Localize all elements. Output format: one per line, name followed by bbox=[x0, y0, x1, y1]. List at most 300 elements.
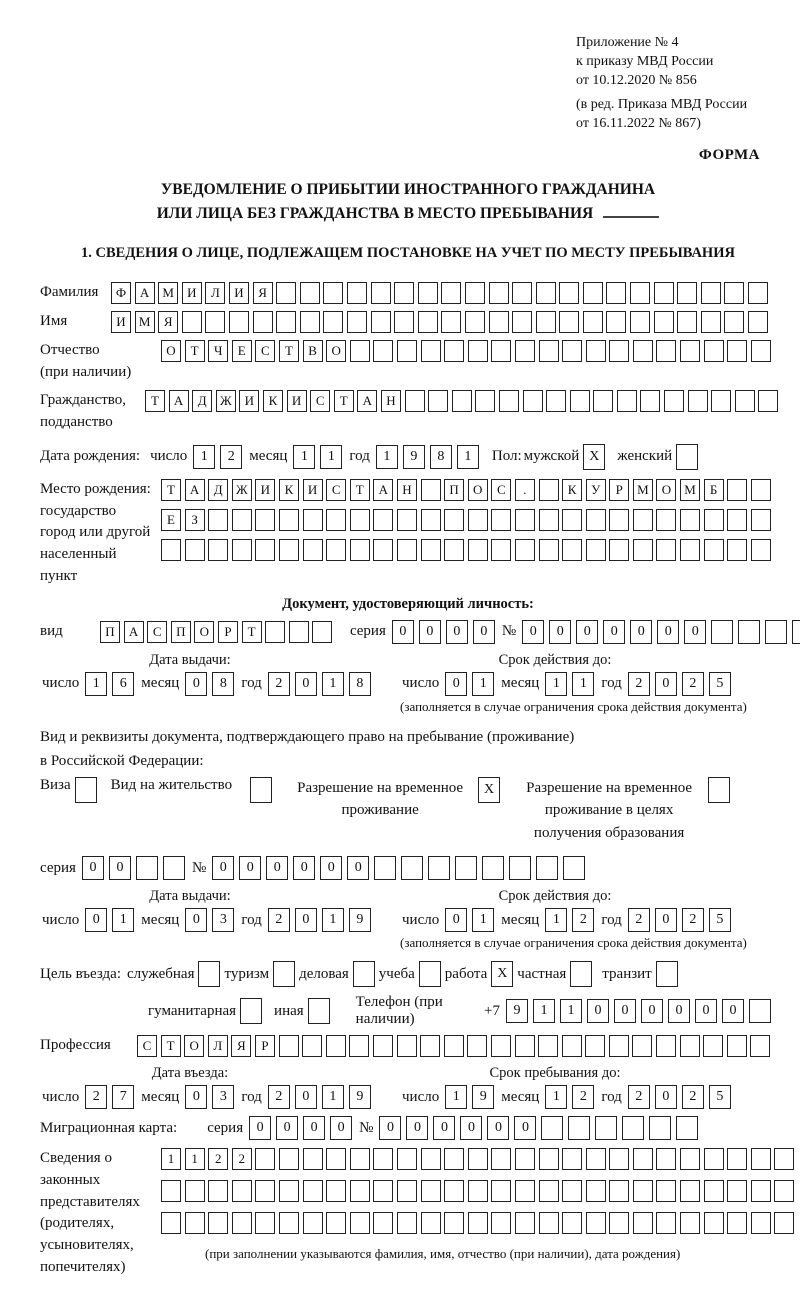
char-cell[interactable]: 7 bbox=[112, 1085, 134, 1109]
char-cell[interactable] bbox=[609, 340, 629, 362]
char-cell[interactable] bbox=[421, 1212, 441, 1234]
char-cell[interactable] bbox=[593, 390, 613, 412]
char-cell[interactable] bbox=[680, 509, 700, 531]
char-cell[interactable] bbox=[232, 509, 252, 531]
char-cell[interactable] bbox=[748, 282, 768, 304]
char-cell[interactable] bbox=[633, 1148, 653, 1170]
char-cell[interactable]: 1 bbox=[320, 445, 342, 469]
char-cell[interactable]: А bbox=[185, 479, 205, 501]
char-cell[interactable]: 0 bbox=[549, 620, 571, 644]
char-cell[interactable] bbox=[418, 282, 438, 304]
purpose-private-checkbox[interactable] bbox=[570, 961, 592, 987]
char-cell[interactable] bbox=[727, 1180, 747, 1202]
char-cell[interactable]: 1 bbox=[376, 445, 398, 469]
char-cell[interactable] bbox=[751, 1180, 771, 1202]
char-cell[interactable] bbox=[350, 1180, 370, 1202]
char-cell[interactable] bbox=[515, 1035, 535, 1057]
char-cell[interactable] bbox=[609, 1035, 629, 1057]
char-cell[interactable]: 2 bbox=[682, 1085, 704, 1109]
char-cell[interactable] bbox=[586, 1212, 606, 1234]
char-cell[interactable]: 0 bbox=[320, 856, 342, 880]
char-cell[interactable]: К bbox=[263, 390, 283, 412]
char-cell[interactable] bbox=[326, 1212, 346, 1234]
char-cell[interactable]: 3 bbox=[212, 908, 234, 932]
char-cell[interactable] bbox=[326, 1035, 346, 1057]
char-cell[interactable]: 0 bbox=[249, 1116, 271, 1140]
char-cell[interactable]: Ф bbox=[111, 282, 131, 304]
char-cell[interactable]: 0 bbox=[185, 908, 207, 932]
char-cell[interactable]: 2 bbox=[628, 672, 650, 696]
char-cell[interactable]: Р bbox=[609, 479, 629, 501]
purpose-transit-checkbox[interactable] bbox=[656, 961, 678, 987]
char-cell[interactable]: У bbox=[586, 479, 606, 501]
char-cell[interactable] bbox=[586, 1148, 606, 1170]
char-cell[interactable] bbox=[468, 1212, 488, 1234]
char-cell[interactable] bbox=[279, 1148, 299, 1170]
char-cell[interactable] bbox=[394, 282, 414, 304]
char-cell[interactable]: 0 bbox=[392, 620, 414, 644]
char-cell[interactable] bbox=[326, 1148, 346, 1170]
char-cell[interactable]: В bbox=[303, 340, 323, 362]
char-cell[interactable] bbox=[727, 1148, 747, 1170]
char-cell[interactable]: 2 bbox=[85, 1085, 107, 1109]
char-cell[interactable]: 8 bbox=[212, 672, 234, 696]
char-cell[interactable]: 5 bbox=[709, 908, 731, 932]
char-cell[interactable] bbox=[559, 282, 579, 304]
char-cell[interactable]: 0 bbox=[446, 620, 468, 644]
char-cell[interactable] bbox=[421, 539, 441, 561]
gender-male-checkbox[interactable]: X bbox=[583, 444, 605, 470]
char-cell[interactable]: С bbox=[326, 479, 346, 501]
char-cell[interactable] bbox=[609, 1148, 629, 1170]
char-cell[interactable] bbox=[420, 1035, 440, 1057]
char-cell[interactable] bbox=[276, 282, 296, 304]
char-cell[interactable]: Б bbox=[704, 479, 724, 501]
char-cell[interactable] bbox=[632, 1035, 652, 1057]
char-cell[interactable] bbox=[232, 539, 252, 561]
char-cell[interactable]: 0 bbox=[266, 856, 288, 880]
char-cell[interactable] bbox=[546, 390, 566, 412]
char-cell[interactable] bbox=[512, 311, 532, 333]
char-cell[interactable] bbox=[444, 1180, 464, 1202]
char-cell[interactable] bbox=[405, 390, 425, 412]
char-cell[interactable]: 8 bbox=[430, 445, 452, 469]
char-cell[interactable] bbox=[688, 390, 708, 412]
char-cell[interactable] bbox=[680, 1148, 700, 1170]
char-cell[interactable]: 2 bbox=[268, 908, 290, 932]
char-cell[interactable] bbox=[536, 856, 558, 880]
char-cell[interactable]: 0 bbox=[295, 672, 317, 696]
char-cell[interactable] bbox=[727, 1035, 747, 1057]
char-cell[interactable] bbox=[255, 1180, 275, 1202]
char-cell[interactable] bbox=[609, 1180, 629, 1202]
char-cell[interactable]: 1 bbox=[560, 999, 582, 1023]
char-cell[interactable]: 0 bbox=[445, 908, 467, 932]
char-cell[interactable] bbox=[489, 311, 509, 333]
char-cell[interactable]: П bbox=[444, 479, 464, 501]
char-cell[interactable]: Т bbox=[350, 479, 370, 501]
char-cell[interactable]: И bbox=[229, 282, 249, 304]
char-cell[interactable]: 2 bbox=[682, 672, 704, 696]
char-cell[interactable]: З bbox=[185, 509, 205, 531]
char-cell[interactable]: 0 bbox=[695, 999, 717, 1023]
char-cell[interactable] bbox=[568, 1116, 590, 1140]
char-cell[interactable]: Я bbox=[158, 311, 178, 333]
char-cell[interactable] bbox=[630, 311, 650, 333]
char-cell[interactable] bbox=[512, 282, 532, 304]
char-cell[interactable] bbox=[185, 1212, 205, 1234]
char-cell[interactable]: Т bbox=[185, 340, 205, 362]
visa-checkbox[interactable] bbox=[75, 777, 97, 803]
char-cell[interactable] bbox=[617, 390, 637, 412]
char-cell[interactable] bbox=[163, 856, 185, 880]
char-cell[interactable] bbox=[539, 479, 559, 501]
char-cell[interactable] bbox=[562, 1180, 582, 1202]
char-cell[interactable] bbox=[302, 1035, 322, 1057]
char-cell[interactable]: 8 bbox=[349, 672, 371, 696]
char-cell[interactable] bbox=[609, 1212, 629, 1234]
char-cell[interactable]: Н bbox=[397, 479, 417, 501]
char-cell[interactable] bbox=[515, 1180, 535, 1202]
char-cell[interactable] bbox=[444, 539, 464, 561]
char-cell[interactable] bbox=[444, 1148, 464, 1170]
char-cell[interactable] bbox=[727, 340, 747, 362]
char-cell[interactable] bbox=[371, 311, 391, 333]
char-cell[interactable] bbox=[289, 621, 309, 643]
char-cell[interactable]: Т bbox=[242, 621, 262, 643]
char-cell[interactable] bbox=[515, 509, 535, 531]
char-cell[interactable] bbox=[633, 1180, 653, 1202]
char-cell[interactable]: 1 bbox=[545, 1085, 567, 1109]
char-cell[interactable]: 1 bbox=[322, 672, 344, 696]
char-cell[interactable] bbox=[633, 509, 653, 531]
char-cell[interactable] bbox=[664, 390, 684, 412]
char-cell[interactable] bbox=[622, 1116, 644, 1140]
char-cell[interactable]: Н bbox=[381, 390, 401, 412]
char-cell[interactable]: О bbox=[161, 340, 181, 362]
char-cell[interactable]: 0 bbox=[85, 908, 107, 932]
char-cell[interactable] bbox=[326, 539, 346, 561]
purpose-official-checkbox[interactable] bbox=[198, 961, 220, 987]
char-cell[interactable] bbox=[468, 539, 488, 561]
char-cell[interactable] bbox=[562, 509, 582, 531]
residence-permit-checkbox[interactable] bbox=[250, 777, 272, 803]
char-cell[interactable]: 2 bbox=[232, 1148, 252, 1170]
char-cell[interactable] bbox=[421, 1180, 441, 1202]
char-cell[interactable]: М bbox=[633, 479, 653, 501]
char-cell[interactable]: 9 bbox=[506, 999, 528, 1023]
char-cell[interactable] bbox=[724, 282, 744, 304]
char-cell[interactable] bbox=[161, 1212, 181, 1234]
char-cell[interactable]: 2 bbox=[208, 1148, 228, 1170]
char-cell[interactable] bbox=[350, 340, 370, 362]
char-cell[interactable]: Ж bbox=[216, 390, 236, 412]
char-cell[interactable]: Т bbox=[161, 1035, 181, 1057]
char-cell[interactable] bbox=[701, 311, 721, 333]
char-cell[interactable]: 1 bbox=[445, 1085, 467, 1109]
char-cell[interactable]: 0 bbox=[185, 672, 207, 696]
temp-residence-checkbox[interactable]: X bbox=[478, 777, 500, 803]
char-cell[interactable]: 1 bbox=[457, 445, 479, 469]
char-cell[interactable] bbox=[515, 340, 535, 362]
char-cell[interactable] bbox=[265, 621, 285, 643]
char-cell[interactable] bbox=[704, 1212, 724, 1234]
char-cell[interactable] bbox=[491, 1212, 511, 1234]
char-cell[interactable]: К bbox=[279, 479, 299, 501]
char-cell[interactable]: Т bbox=[334, 390, 354, 412]
char-cell[interactable] bbox=[630, 282, 650, 304]
char-cell[interactable] bbox=[394, 311, 414, 333]
char-cell[interactable] bbox=[205, 311, 225, 333]
char-cell[interactable]: 0 bbox=[330, 1116, 352, 1140]
char-cell[interactable]: 9 bbox=[403, 445, 425, 469]
char-cell[interactable] bbox=[444, 1212, 464, 1234]
char-cell[interactable]: 0 bbox=[379, 1116, 401, 1140]
char-cell[interactable] bbox=[161, 539, 181, 561]
char-cell[interactable] bbox=[300, 311, 320, 333]
char-cell[interactable] bbox=[656, 1148, 676, 1170]
char-cell[interactable]: 0 bbox=[185, 1085, 207, 1109]
char-cell[interactable] bbox=[491, 509, 511, 531]
char-cell[interactable] bbox=[539, 509, 559, 531]
char-cell[interactable] bbox=[350, 539, 370, 561]
char-cell[interactable] bbox=[595, 1116, 617, 1140]
char-cell[interactable] bbox=[468, 340, 488, 362]
char-cell[interactable]: 0 bbox=[522, 620, 544, 644]
char-cell[interactable] bbox=[774, 1180, 794, 1202]
char-cell[interactable]: 2 bbox=[268, 672, 290, 696]
char-cell[interactable]: Ж bbox=[232, 479, 252, 501]
char-cell[interactable] bbox=[255, 539, 275, 561]
char-cell[interactable] bbox=[350, 1148, 370, 1170]
char-cell[interactable] bbox=[418, 311, 438, 333]
char-cell[interactable] bbox=[428, 856, 450, 880]
char-cell[interactable] bbox=[563, 856, 585, 880]
char-cell[interactable] bbox=[711, 620, 733, 644]
char-cell[interactable] bbox=[523, 390, 543, 412]
char-cell[interactable] bbox=[562, 1212, 582, 1234]
char-cell[interactable] bbox=[303, 509, 323, 531]
char-cell[interactable]: С bbox=[491, 479, 511, 501]
char-cell[interactable]: 1 bbox=[472, 908, 494, 932]
char-cell[interactable]: И bbox=[303, 479, 323, 501]
char-cell[interactable]: Д bbox=[192, 390, 212, 412]
char-cell[interactable]: О bbox=[656, 479, 676, 501]
char-cell[interactable]: 0 bbox=[603, 620, 625, 644]
char-cell[interactable] bbox=[208, 1212, 228, 1234]
char-cell[interactable] bbox=[656, 1035, 676, 1057]
char-cell[interactable] bbox=[185, 539, 205, 561]
char-cell[interactable] bbox=[401, 856, 423, 880]
char-cell[interactable] bbox=[491, 539, 511, 561]
char-cell[interactable] bbox=[724, 311, 744, 333]
char-cell[interactable]: 0 bbox=[514, 1116, 536, 1140]
char-cell[interactable]: О bbox=[326, 340, 346, 362]
char-cell[interactable] bbox=[539, 1180, 559, 1202]
char-cell[interactable]: 0 bbox=[347, 856, 369, 880]
char-cell[interactable] bbox=[735, 390, 755, 412]
char-cell[interactable]: 1 bbox=[293, 445, 315, 469]
char-cell[interactable] bbox=[397, 539, 417, 561]
char-cell[interactable]: Л bbox=[208, 1035, 228, 1057]
char-cell[interactable]: 0 bbox=[576, 620, 598, 644]
char-cell[interactable] bbox=[452, 390, 472, 412]
char-cell[interactable] bbox=[349, 1035, 369, 1057]
char-cell[interactable] bbox=[467, 1035, 487, 1057]
char-cell[interactable]: 0 bbox=[212, 856, 234, 880]
char-cell[interactable]: 9 bbox=[349, 1085, 371, 1109]
char-cell[interactable] bbox=[444, 509, 464, 531]
char-cell[interactable] bbox=[136, 856, 158, 880]
char-cell[interactable] bbox=[541, 1116, 563, 1140]
char-cell[interactable]: 0 bbox=[684, 620, 706, 644]
char-cell[interactable] bbox=[326, 1180, 346, 1202]
char-cell[interactable]: 3 bbox=[212, 1085, 234, 1109]
char-cell[interactable] bbox=[491, 1148, 511, 1170]
char-cell[interactable]: Ч bbox=[208, 340, 228, 362]
char-cell[interactable] bbox=[727, 1212, 747, 1234]
char-cell[interactable] bbox=[326, 509, 346, 531]
char-cell[interactable] bbox=[539, 539, 559, 561]
char-cell[interactable] bbox=[465, 282, 485, 304]
char-cell[interactable] bbox=[748, 311, 768, 333]
char-cell[interactable]: А bbox=[373, 479, 393, 501]
char-cell[interactable] bbox=[279, 509, 299, 531]
char-cell[interactable] bbox=[208, 1180, 228, 1202]
char-cell[interactable] bbox=[347, 311, 367, 333]
char-cell[interactable] bbox=[749, 999, 771, 1023]
char-cell[interactable] bbox=[515, 1212, 535, 1234]
char-cell[interactable]: 0 bbox=[406, 1116, 428, 1140]
char-cell[interactable]: А bbox=[135, 282, 155, 304]
char-cell[interactable] bbox=[185, 1180, 205, 1202]
char-cell[interactable] bbox=[255, 1212, 275, 1234]
char-cell[interactable]: М bbox=[680, 479, 700, 501]
char-cell[interactable] bbox=[468, 509, 488, 531]
char-cell[interactable] bbox=[727, 509, 747, 531]
char-cell[interactable]: К bbox=[562, 479, 582, 501]
char-cell[interactable]: Р bbox=[255, 1035, 275, 1057]
char-cell[interactable] bbox=[536, 311, 556, 333]
char-cell[interactable] bbox=[397, 1180, 417, 1202]
char-cell[interactable]: 1 bbox=[545, 672, 567, 696]
char-cell[interactable] bbox=[279, 1212, 299, 1234]
char-cell[interactable] bbox=[539, 340, 559, 362]
char-cell[interactable] bbox=[373, 1212, 393, 1234]
char-cell[interactable] bbox=[751, 539, 771, 561]
char-cell[interactable] bbox=[489, 282, 509, 304]
char-cell[interactable] bbox=[751, 1212, 771, 1234]
char-cell[interactable] bbox=[539, 1148, 559, 1170]
char-cell[interactable]: 1 bbox=[193, 445, 215, 469]
char-cell[interactable] bbox=[208, 509, 228, 531]
char-cell[interactable] bbox=[711, 390, 731, 412]
char-cell[interactable]: 0 bbox=[722, 999, 744, 1023]
char-cell[interactable] bbox=[468, 1180, 488, 1202]
char-cell[interactable] bbox=[397, 509, 417, 531]
char-cell[interactable] bbox=[509, 856, 531, 880]
char-cell[interactable] bbox=[515, 539, 535, 561]
char-cell[interactable]: 0 bbox=[295, 1085, 317, 1109]
char-cell[interactable] bbox=[680, 340, 700, 362]
char-cell[interactable] bbox=[255, 509, 275, 531]
char-cell[interactable] bbox=[676, 1116, 698, 1140]
char-cell[interactable] bbox=[606, 311, 626, 333]
char-cell[interactable]: 1 bbox=[322, 908, 344, 932]
char-cell[interactable]: О bbox=[468, 479, 488, 501]
char-cell[interactable] bbox=[586, 1180, 606, 1202]
char-cell[interactable] bbox=[633, 340, 653, 362]
char-cell[interactable] bbox=[232, 1180, 252, 1202]
char-cell[interactable] bbox=[397, 1035, 417, 1057]
char-cell[interactable]: 2 bbox=[220, 445, 242, 469]
char-cell[interactable] bbox=[276, 311, 296, 333]
char-cell[interactable]: М bbox=[135, 311, 155, 333]
char-cell[interactable] bbox=[774, 1148, 794, 1170]
char-cell[interactable] bbox=[303, 1212, 323, 1234]
char-cell[interactable] bbox=[482, 856, 504, 880]
char-cell[interactable] bbox=[373, 539, 393, 561]
temp-residence-education-checkbox[interactable] bbox=[708, 777, 730, 803]
char-cell[interactable] bbox=[680, 539, 700, 561]
char-cell[interactable]: 1 bbox=[572, 672, 594, 696]
char-cell[interactable]: 0 bbox=[303, 1116, 325, 1140]
char-cell[interactable] bbox=[397, 1212, 417, 1234]
char-cell[interactable] bbox=[373, 1148, 393, 1170]
char-cell[interactable] bbox=[208, 539, 228, 561]
char-cell[interactable]: 1 bbox=[472, 672, 494, 696]
char-cell[interactable] bbox=[677, 282, 697, 304]
char-cell[interactable]: Е bbox=[232, 340, 252, 362]
char-cell[interactable] bbox=[232, 1212, 252, 1234]
char-cell[interactable] bbox=[465, 311, 485, 333]
char-cell[interactable] bbox=[649, 1116, 671, 1140]
char-cell[interactable] bbox=[253, 311, 273, 333]
char-cell[interactable]: Я bbox=[231, 1035, 251, 1057]
char-cell[interactable] bbox=[680, 1035, 700, 1057]
char-cell[interactable] bbox=[640, 390, 660, 412]
char-cell[interactable]: И bbox=[239, 390, 259, 412]
char-cell[interactable]: 0 bbox=[655, 672, 677, 696]
purpose-humanitarian-checkbox[interactable] bbox=[240, 998, 262, 1024]
purpose-study-checkbox[interactable] bbox=[419, 961, 441, 987]
char-cell[interactable]: И bbox=[111, 311, 131, 333]
char-cell[interactable]: 0 bbox=[668, 999, 690, 1023]
char-cell[interactable] bbox=[373, 1035, 393, 1057]
char-cell[interactable] bbox=[300, 282, 320, 304]
char-cell[interactable] bbox=[441, 311, 461, 333]
char-cell[interactable]: И bbox=[182, 282, 202, 304]
char-cell[interactable] bbox=[491, 340, 511, 362]
char-cell[interactable]: А bbox=[357, 390, 377, 412]
char-cell[interactable]: 1 bbox=[112, 908, 134, 932]
char-cell[interactable] bbox=[373, 1180, 393, 1202]
purpose-other-checkbox[interactable] bbox=[308, 998, 330, 1024]
char-cell[interactable] bbox=[703, 1035, 723, 1057]
char-cell[interactable] bbox=[539, 1212, 559, 1234]
purpose-work-checkbox[interactable]: X bbox=[491, 961, 513, 987]
char-cell[interactable] bbox=[347, 282, 367, 304]
char-cell[interactable] bbox=[491, 1180, 511, 1202]
char-cell[interactable]: 1 bbox=[322, 1085, 344, 1109]
char-cell[interactable]: 0 bbox=[630, 620, 652, 644]
char-cell[interactable]: 5 bbox=[709, 672, 731, 696]
char-cell[interactable] bbox=[229, 311, 249, 333]
char-cell[interactable]: 0 bbox=[276, 1116, 298, 1140]
char-cell[interactable]: 1 bbox=[533, 999, 555, 1023]
char-cell[interactable] bbox=[371, 282, 391, 304]
char-cell[interactable] bbox=[609, 509, 629, 531]
